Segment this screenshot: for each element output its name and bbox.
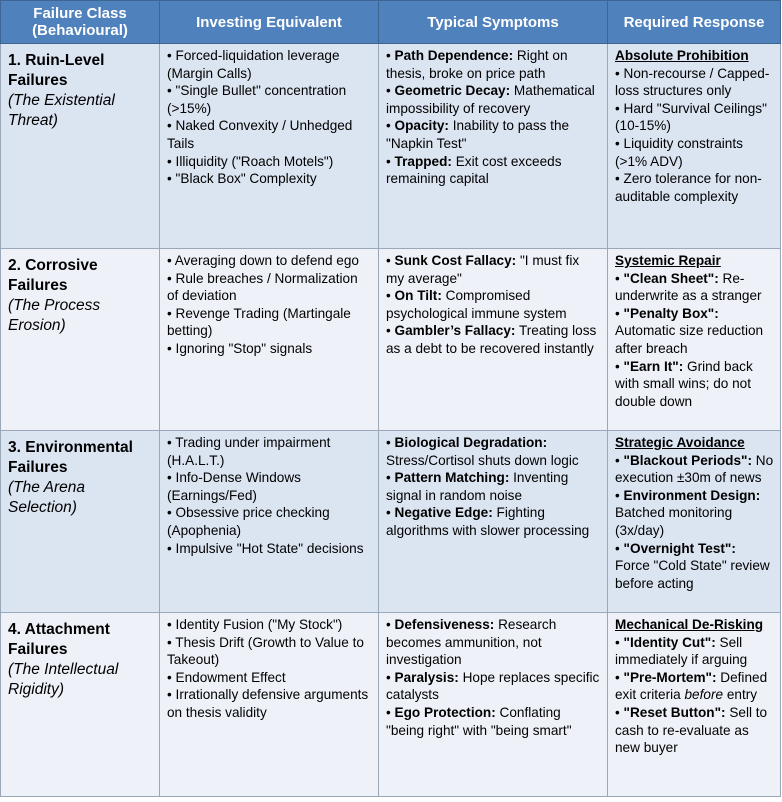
table-body: [1, 44, 781, 797]
required-response-cell: [608, 613, 781, 797]
list-item: [615, 65, 774, 100]
list-item: [167, 434, 372, 469]
item-text: Endowment Effect: [175, 669, 286, 685]
list-item: [386, 252, 601, 287]
failure-class-subtitle: (The Existential Threat): [8, 92, 115, 129]
bullet-icon: •: [615, 634, 620, 650]
responses-list: [615, 452, 774, 593]
item-text: Averaging down to defend ego: [174, 253, 359, 268]
list-item: [386, 434, 601, 469]
response-text: Zero tolerance for non-auditable complexity: [615, 171, 762, 204]
bullet-icon: •: [615, 358, 620, 374]
bullet-icon: •: [615, 171, 620, 187]
symptoms-list: [386, 252, 601, 358]
list-item: [615, 669, 774, 704]
investing-equivalent-cell: [160, 431, 379, 613]
bullet-icon: •: [615, 270, 620, 286]
investing-equivalent-cell: [160, 44, 379, 249]
header-typical-symptoms: [379, 1, 608, 44]
investing-equivalent-cell: [160, 249, 379, 431]
bullet-icon: •: [386, 153, 391, 169]
bullet-icon: •: [167, 470, 172, 486]
bullet-icon: •: [386, 118, 391, 134]
list-item: [615, 170, 774, 205]
response-lead: "Overnight Test":: [623, 540, 736, 556]
list-item: [167, 47, 372, 82]
bullet-icon: •: [167, 48, 172, 63]
bullet-icon: •: [386, 253, 391, 268]
typical-symptoms-cell: [379, 249, 608, 431]
item-text: Irrationally defensive arguments on thesis validity: [167, 687, 369, 720]
symptoms-list: [386, 47, 601, 188]
symptom-text: Mathematical impossibility of recovery: [386, 83, 595, 116]
bullet-icon: •: [615, 65, 620, 81]
response-emphasis: before: [684, 687, 724, 703]
item-text: Rule breaches / Normalization of deviation: [167, 270, 358, 304]
table-row: [1, 249, 781, 431]
list-item: [386, 322, 601, 357]
symptom-lead: Ego Protection:: [394, 704, 496, 720]
header-failure-class: [1, 1, 160, 44]
bullet-icon: •: [167, 634, 172, 650]
list-item: [386, 153, 601, 188]
bullet-icon: •: [615, 669, 620, 685]
symptom-lead: Biological Degradation:: [394, 435, 548, 450]
symptom-text: Stress/Cortisol shuts down logic: [386, 452, 579, 468]
item-text: Trading under impairment (H.A.L.T.): [167, 435, 331, 468]
symptom-text: Exit cost exceeds remaining capital: [386, 153, 562, 187]
bullet-icon: •: [615, 100, 620, 116]
bullet-icon: •: [615, 452, 620, 468]
symptoms-list: [386, 616, 601, 739]
response-text: Liquidity constraints (>1% ADV): [615, 135, 743, 169]
symptom-text: Conflating "being right" with "being smart": [386, 704, 572, 738]
bullet-icon: •: [386, 704, 391, 720]
item-text: Illiquidity ("Roach Motels"): [175, 153, 334, 169]
failure-class-cell: [1, 613, 160, 797]
header-required-response: [608, 1, 781, 44]
required-response-cell: [608, 44, 781, 249]
responses-list: [615, 65, 774, 206]
bullet-icon: •: [386, 288, 391, 304]
list-item: [615, 270, 774, 305]
response-title: Absolute Prohibition: [615, 48, 749, 63]
bullet-icon: •: [167, 270, 172, 286]
bullet-icon: •: [167, 340, 172, 356]
list-item: [167, 669, 372, 687]
item-text: "Black Box" Complexity: [175, 171, 317, 187]
list-item: [167, 270, 372, 305]
list-item: [615, 704, 774, 757]
bullet-icon: •: [615, 305, 620, 321]
failure-class-title: 1. Ruin-Level Failures: [8, 52, 105, 89]
bullet-icon: •: [386, 617, 391, 632]
bullet-icon: •: [167, 171, 172, 187]
bullet-icon: •: [167, 153, 172, 169]
bullet-icon: •: [167, 253, 172, 268]
failure-class-subtitle: (The Intellectual Rigidity): [8, 661, 119, 698]
list-item: [167, 504, 372, 539]
response-title: Systemic Repair: [615, 253, 721, 268]
response-lead: "Penalty Box":: [623, 305, 719, 321]
list-item: [615, 358, 774, 411]
list-item: [615, 452, 774, 487]
response-text: Grind back with small wins; do not double down: [615, 358, 753, 409]
response-lead: "Pre-Mortem":: [623, 669, 717, 685]
list-item: [167, 305, 372, 340]
responses-list: [615, 634, 774, 757]
list-item: [386, 47, 601, 82]
item-text: Forced-liquidation leverage (Margin Calls): [167, 48, 340, 81]
response-text: No execution ±30m of news: [615, 452, 774, 486]
response-title: Strategic Avoidance: [615, 435, 745, 450]
response-text: Batched monitoring (3x/day): [615, 505, 733, 538]
required-response-cell: [608, 431, 781, 613]
list-item: [167, 252, 372, 270]
response-text: Sell immediately if arguing: [615, 634, 748, 668]
list-item: [386, 504, 601, 539]
symptom-lead: Trapped:: [394, 153, 452, 169]
typical-symptoms-cell: [379, 613, 608, 797]
bullet-icon: •: [386, 323, 391, 339]
bullet-icon: •: [386, 435, 391, 450]
bullet-icon: •: [386, 505, 391, 521]
investing-equivalent-list: [167, 252, 372, 358]
item-text: Revenge Trading (Martingale betting): [167, 305, 351, 339]
response-lead: "Clean Sheet":: [623, 270, 719, 286]
investing-equivalent-list: [167, 47, 372, 188]
item-text: Obsessive price checking (Apophenia): [167, 505, 330, 538]
bullet-icon: •: [615, 540, 620, 556]
symptom-lead: Gambler’s Fallacy:: [394, 323, 516, 339]
symptom-lead: Paralysis:: [394, 669, 459, 685]
investing-equivalent-list: [167, 434, 372, 557]
item-text: Info-Dense Windows (Earnings/Fed): [167, 470, 301, 503]
bullet-icon: •: [167, 617, 172, 632]
response-tail: entry: [723, 687, 758, 703]
failure-class-title: 4. Attachment Failures: [8, 621, 110, 658]
symptom-text: "I must fix my average": [386, 253, 580, 286]
header-investing-equivalent-label: Investing Equivalent: [196, 13, 342, 31]
header-failure-class-label: Failure Class (Behavioural): [32, 5, 128, 39]
list-item: [386, 82, 601, 117]
list-item: [167, 469, 372, 504]
failure-class-subtitle: (The Arena Selection): [8, 479, 85, 516]
header-investing-equivalent: [160, 1, 379, 44]
symptom-lead: Opacity:: [394, 118, 449, 134]
responses-list: [615, 270, 774, 411]
list-item: [615, 100, 774, 135]
symptom-lead: Path Dependence:: [394, 48, 514, 63]
bullet-icon: •: [167, 540, 172, 556]
response-text: Hard "Survival Ceilings" (10-15%): [615, 100, 767, 134]
item-text: "Single Bullet" concentration (>15%): [167, 83, 347, 116]
list-item: [167, 540, 372, 558]
symptom-text: Compromised psychological immune system: [386, 288, 567, 321]
table-row: [1, 431, 781, 613]
bullet-icon: •: [615, 135, 620, 151]
list-item: [615, 540, 774, 593]
failure-class-subtitle: (The Process Erosion): [8, 297, 101, 334]
symptom-lead: Pattern Matching:: [394, 470, 510, 486]
response-lead: Environment Design:: [623, 487, 761, 503]
failure-class-cell: [1, 249, 160, 431]
header-typical-symptoms-label: Typical Symptoms: [427, 13, 559, 31]
symptom-lead: Defensiveness:: [394, 617, 495, 632]
bullet-icon: •: [386, 83, 391, 99]
list-item: [615, 305, 774, 358]
investing-equivalent-list: [167, 616, 372, 722]
bullet-icon: •: [167, 687, 172, 703]
symptom-text: Inability to pass the "Napkin Test": [386, 118, 570, 151]
failure-class-cell: [1, 44, 160, 249]
item-text: Ignoring "Stop" signals: [175, 340, 313, 356]
table-row: [1, 44, 781, 249]
required-response-cell: [608, 249, 781, 431]
response-lead: "Earn It":: [623, 358, 684, 374]
symptom-lead: Geometric Decay:: [394, 83, 511, 99]
list-item: [167, 616, 372, 634]
list-item: [167, 686, 372, 721]
response-lead: "Reset Button":: [623, 704, 726, 720]
symptom-lead: On Tilt:: [394, 288, 442, 304]
list-item: [167, 340, 372, 358]
list-item: [386, 616, 601, 669]
symptom-text: Hope replaces specific catalysts: [386, 669, 600, 703]
list-item: [167, 153, 372, 171]
list-item: [615, 135, 774, 170]
list-item: [615, 634, 774, 669]
symptom-lead: Sunk Cost Fallacy:: [394, 253, 517, 268]
failure-class-title: 3. Environmental Failures: [8, 439, 133, 476]
bullet-icon: •: [386, 669, 391, 685]
symptom-text: Inventing signal in random noise: [386, 470, 569, 503]
symptom-text: Research becomes ammunition, not investigation: [386, 617, 557, 668]
bullet-icon: •: [615, 487, 620, 503]
list-item: [386, 669, 601, 704]
list-item: [386, 117, 601, 152]
bullet-icon: •: [167, 118, 172, 134]
list-item: [167, 82, 372, 117]
bullet-icon: •: [167, 669, 172, 685]
response-text: Re-underwrite as a stranger: [615, 270, 762, 304]
list-item: [167, 634, 372, 669]
symptoms-list: [386, 434, 601, 540]
bullet-icon: •: [167, 305, 172, 321]
header-required-response-label: Required Response: [623, 13, 765, 31]
bullet-icon: •: [167, 83, 172, 99]
list-item: [386, 469, 601, 504]
response-title: Mechanical De-Risking: [615, 617, 764, 632]
list-item: [615, 487, 774, 540]
list-item: [386, 704, 601, 739]
response-lead: "Blackout Periods":: [623, 452, 753, 468]
symptom-text: Fighting algorithms with slower processing: [386, 505, 590, 538]
response-text: Sell to cash to re-evaluate as new buyer: [615, 704, 768, 756]
symptom-text: Right on thesis, broke on price path: [386, 48, 568, 81]
list-item: [167, 117, 372, 152]
symptom-lead: Negative Edge:: [394, 505, 493, 521]
item-text: Naked Convexity / Unhedged Tails: [167, 118, 353, 151]
bullet-icon: •: [167, 505, 172, 521]
response-text: Defined exit criteria: [615, 669, 768, 703]
list-item: [386, 287, 601, 322]
item-text: Thesis Drift (Growth to Value to Takeout): [167, 634, 364, 668]
response-lead: "Identity Cut":: [623, 634, 716, 650]
symptom-text: Treating loss as a debt to be recovered instantly: [386, 323, 597, 356]
failure-class-cell: [1, 431, 160, 613]
bullet-icon: •: [615, 704, 620, 720]
header-row: [1, 1, 781, 44]
item-text: Identity Fusion ("My Stock"): [175, 617, 343, 632]
bullet-icon: •: [386, 48, 391, 63]
failure-class-title: 2. Corrosive Failures: [8, 257, 98, 294]
investing-equivalent-cell: [160, 613, 379, 797]
response-text: Non-recourse / Capped-loss structures only: [615, 65, 770, 99]
table-row: [1, 613, 781, 797]
bullet-icon: •: [386, 470, 391, 486]
bullet-icon: •: [167, 435, 172, 450]
typical-symptoms-cell: [379, 431, 608, 613]
response-text: Force "Cold State" review before acting: [615, 558, 770, 591]
list-item: [167, 170, 372, 188]
response-text: Automatic size reduction after breach: [615, 323, 764, 356]
item-text: Impulsive "Hot State" decisions: [175, 540, 364, 556]
typical-symptoms-cell: [379, 44, 608, 249]
